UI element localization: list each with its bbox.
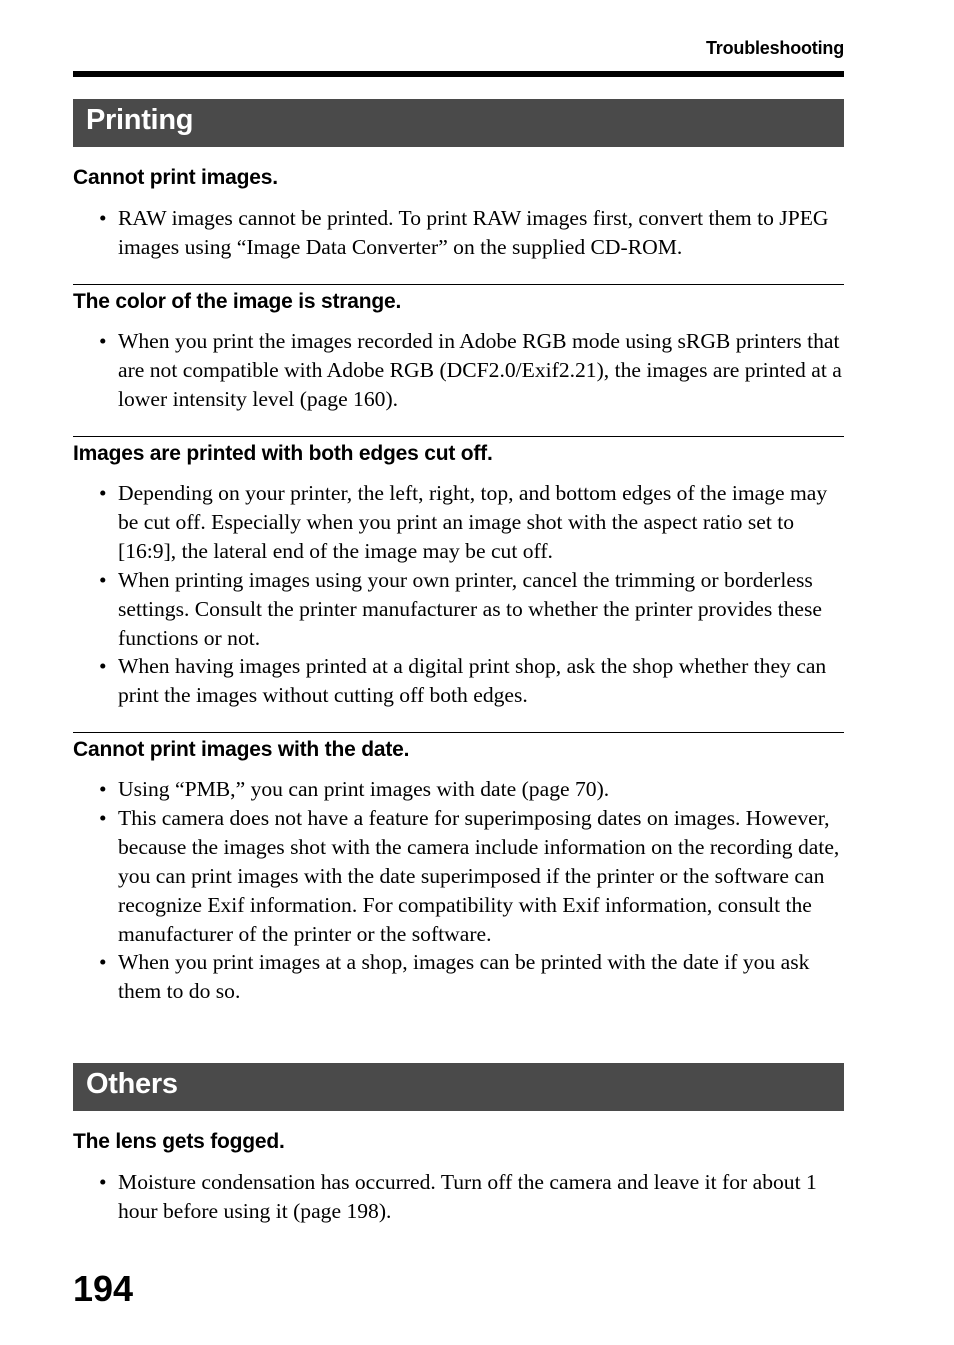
- bullet-item: • When you print the images recorded in Adobe RGB mode using sRGB printers that are not compatible with Adobe RGB (DCF2.0/Exif2.21), the images are printed at a lower intensity level (page 160).: [73, 327, 844, 414]
- bullet-item: • RAW images cannot be printed. To print RAW images first, convert them to JPEG images using “Image Data Converter” on the supplied CD-ROM.: [73, 204, 844, 262]
- item-title-cannot-print: Cannot print images.: [73, 166, 278, 189]
- bullet-list: [73, 327, 844, 414]
- item-divider: [73, 436, 844, 437]
- bullet-item: • When you print images at a shop, images can be printed with the date if you ask them to do so.: [73, 948, 844, 1006]
- bullet-item: • This camera does not have a feature for superimposing dates on images. However, because the images shot with the camera include information on the recording date, you can print images with the date superimposed if the printer or the software can recognize Exif information. For compatibility with Exif information, consult the manufacturer of the printer or the software.: [73, 804, 844, 949]
- running-head: Troubleshooting: [706, 38, 844, 58]
- bullet-list: [73, 479, 844, 710]
- section-title: Others: [86, 1068, 178, 1100]
- section-title: Printing: [86, 104, 194, 136]
- bullet-item: • When having images printed at a digital print shop, ask the shop whether they can print the images without cutting off both edges.: [73, 652, 844, 710]
- item-divider: [73, 284, 844, 285]
- section-header-others: [73, 1063, 844, 1111]
- item-title-edges-cut-off: Images are printed with both edges cut off.: [73, 442, 493, 465]
- bullet-item: • Moisture condensation has occurred. Turn off the camera and leave it for about 1 hour before using it (page 198).: [73, 1168, 844, 1226]
- header-rule: [73, 71, 844, 77]
- bullet-list: [73, 775, 844, 1006]
- section-header-printing: [73, 99, 844, 147]
- item-title-print-with-date: Cannot print images with the date.: [73, 738, 410, 761]
- bullet-item: • Depending on your printer, the left, right, top, and bottom edges of the image may be cut off. Especially when you print an image shot with the aspect ratio set to [16:9], the lateral end of the image may be cut off.: [73, 479, 844, 566]
- bullet-list: [73, 1168, 844, 1226]
- bullet-list: [73, 204, 844, 262]
- item-title-color-strange: The color of the image is strange.: [73, 290, 402, 313]
- item-title-lens-fogged: The lens gets fogged.: [73, 1130, 285, 1153]
- bullet-item: • Using “PMB,” you can print images with date (page 70).: [73, 775, 844, 804]
- item-divider: [73, 732, 844, 733]
- bullet-item: • When printing images using your own printer, cancel the trimming or borderless settings. Consult the printer manufacturer as to whether the printer provides these functions or not.: [73, 566, 844, 653]
- page-number: 194: [73, 1268, 134, 1309]
